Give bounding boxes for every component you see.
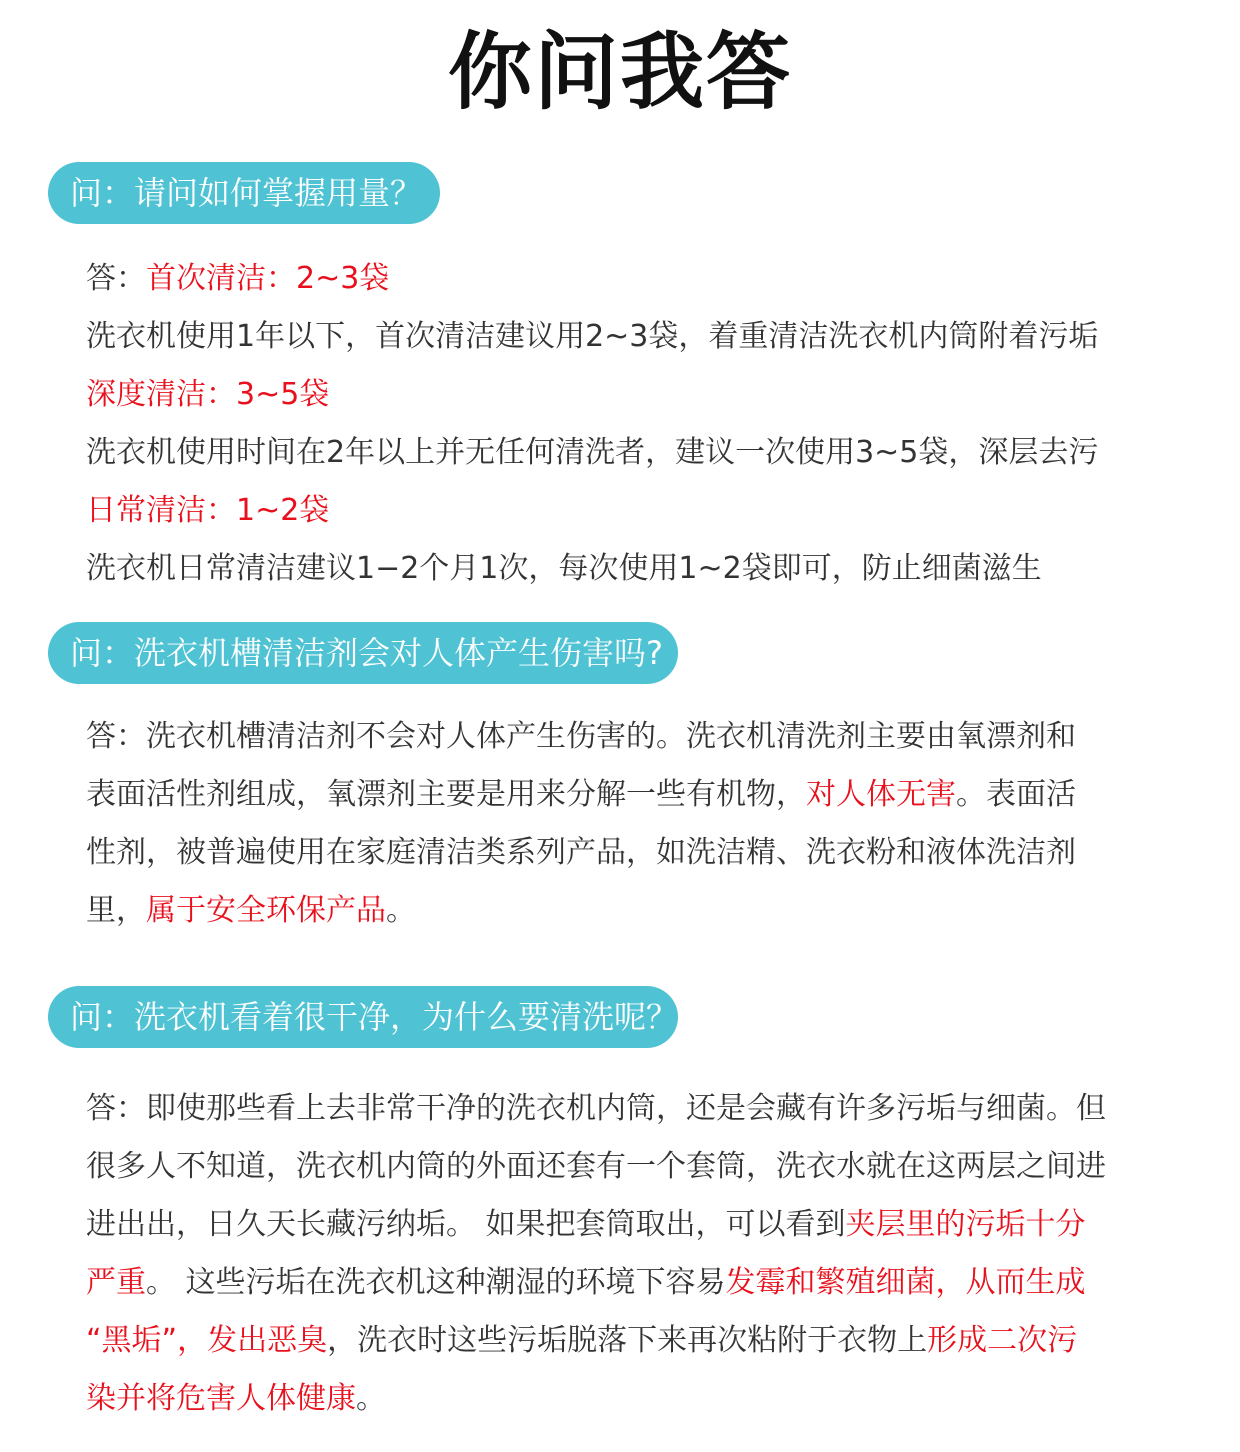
answer-3-highlight-black-dirt: “黑垢”，发出恶臭 xyxy=(86,1323,328,1358)
question-2-banner: 问：洗衣机槽清洁剂会对人体产生伤害吗? xyxy=(48,622,678,684)
first-clean-heading: 首次清洁：2~3袋 xyxy=(146,261,390,296)
answer-2-line-2 xyxy=(86,766,1176,824)
answer-2-highlight-harmless: 对人体无害 xyxy=(806,777,956,812)
answer-2-line-2-text: 表面活性剂组成，氧漂剂主要是用来分解一些有机物， xyxy=(86,777,806,812)
answer-3-line-1: 答：即使那些看上去非常干净的洗衣机内筒，还是会藏有许多污垢与细菌。但 xyxy=(86,1091,1106,1126)
answer-prefix: 答： xyxy=(86,261,146,296)
deep-clean-heading: 深度清洁：3~5袋 xyxy=(86,377,330,412)
answer-3-highlight-severe: 严重 xyxy=(86,1265,146,1300)
question-1-banner: 问：请问如何掌握用量？ xyxy=(48,162,440,224)
daily-clean-heading: 日常清洁：1~2袋 xyxy=(86,493,330,528)
answer-3-highlight-mold: 发霉和繁殖细菌，从而生成 xyxy=(725,1265,1086,1300)
answer-2-line-4-tail: 。 xyxy=(386,893,416,928)
answer-2 xyxy=(86,708,1176,940)
answer-3-line-4 xyxy=(86,1254,1176,1312)
answer-2-line-3: 性剂，被普遍使用在家庭清洁类系列产品，如洗洁精、洗衣粉和液体洗洁剂 xyxy=(86,835,1076,870)
answer-3-line-6-tail: 。 xyxy=(356,1381,386,1416)
answer-1 xyxy=(86,250,1176,598)
answer-3-line-6 xyxy=(86,1370,1176,1428)
answer-2-line-2-tail: 。表面活 xyxy=(956,777,1076,812)
answer-1-first-row xyxy=(86,250,1176,308)
deep-clean-desc: 洗衣机使用时间在2年以上并无任何清洗者，建议一次使用3~5袋，深层去污 xyxy=(86,435,1099,470)
answer-3-highlight-health: 染并将危害人体健康 xyxy=(86,1381,356,1416)
answer-3-highlight-dirty-layer: 夹层里的污垢十分 xyxy=(845,1207,1086,1242)
first-clean-desc: 洗衣机使用1年以下，首次清洁建议用2~3袋，着重清洁洗衣机内筒附着污垢 xyxy=(86,319,1099,354)
answer-2-line-4-text: 里， xyxy=(86,893,146,928)
answer-3-highlight-secondary: 形成二次污 xyxy=(927,1323,1078,1358)
answer-2-line-1: 答：洗衣机槽清洁剂不会对人体产生伤害的。洗衣机清洗剂主要由氧漂剂和 xyxy=(86,719,1076,754)
question-3-banner: 问：洗衣机看着很干净，为什么要清洗呢？ xyxy=(48,986,678,1048)
answer-3-line-3-text: 进出出，日久天长藏污纳垢。 如果把套筒取出，可以看到 xyxy=(86,1207,846,1242)
answer-3 xyxy=(86,1080,1176,1428)
answer-3-line-3 xyxy=(86,1196,1176,1254)
answer-3-line-4-text: 。 这些污垢在洗衣机这种潮湿的环境下容易 xyxy=(146,1265,726,1300)
daily-clean-desc: 洗衣机日常清洁建议1−2个月1次，每次使用1~2袋即可，防止细菌滋生 xyxy=(86,551,1042,586)
answer-3-line-5 xyxy=(86,1312,1176,1370)
answer-3-line-5-text: ，洗衣时这些污垢脱落下来再次粘附于衣物上 xyxy=(327,1323,928,1358)
answer-2-line-4 xyxy=(86,882,1176,940)
answer-2-highlight-safe: 属于安全环保产品 xyxy=(146,893,386,928)
page-title: 你问我答 xyxy=(447,23,792,121)
answer-3-line-2: 很多人不知道，洗衣机内筒的外面还套有一个套筒，洗衣水就在这两层之间进 xyxy=(86,1149,1106,1184)
